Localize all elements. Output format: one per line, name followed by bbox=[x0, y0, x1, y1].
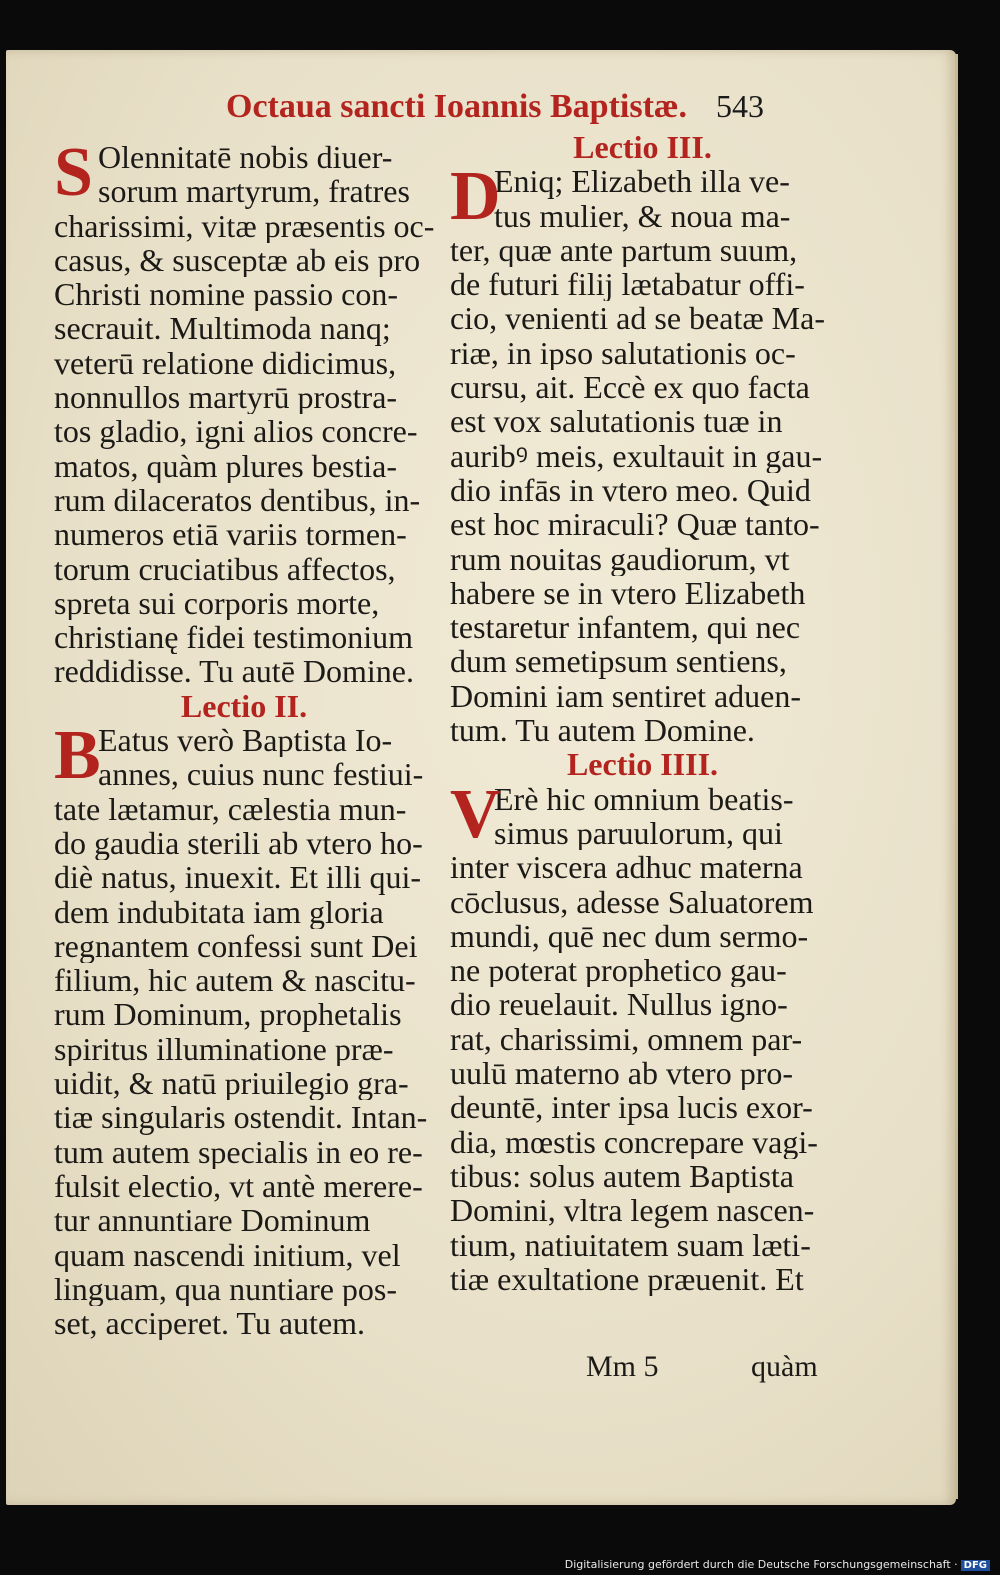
text-line: uulū materno ab vtero pro- bbox=[450, 1056, 793, 1091]
page-number: 543 bbox=[716, 88, 764, 124]
text-line: secrauit. Multimoda nanq; bbox=[54, 311, 391, 346]
text-line: spreta sui corporis morte, bbox=[54, 585, 380, 621]
text-line: tus mulier, & noua ma- bbox=[494, 198, 791, 233]
text-line: tum autem specialis in eo re- bbox=[54, 1134, 423, 1169]
text-line: charissimi, vitæ præsentis oc- bbox=[54, 208, 434, 243]
text-line: torum cruciatibus affectos, bbox=[54, 551, 396, 586]
running-head: Octaua sancti Ioannis Baptistæ. bbox=[226, 88, 687, 125]
text-line: reddidisse. Tu autē Domine. bbox=[54, 654, 414, 689]
text-line: simus paruulorum, qui bbox=[494, 815, 783, 851]
right-column bbox=[450, 130, 835, 1296]
text-line: tium, natiuitatem suam læti- bbox=[450, 1227, 811, 1262]
catchword: quàm bbox=[751, 1350, 818, 1383]
text-line: christianę fidei testimonium bbox=[54, 620, 414, 655]
text-line: rat, charissimi, omnem par- bbox=[450, 1021, 803, 1057]
text-line: diè natus, inuexit. Et illi qui- bbox=[54, 860, 422, 895]
text-line: cursu, ait. Eccè ex quo facta bbox=[450, 370, 810, 405]
text-line: set, acciperet. Tu autem. bbox=[54, 1306, 366, 1341]
drop-cap-d: D bbox=[450, 158, 501, 236]
text-line: cōclusus, adesse Saluatorem bbox=[450, 884, 814, 919]
lectio-heading: Lectio II. bbox=[180, 687, 308, 724]
credit-text: Digitalisierung gefördert durch die Deutsche Forschungsgemeinschaft · bbox=[564, 1558, 958, 1571]
text-line: tum. Tu autem Domine. bbox=[450, 713, 755, 748]
lectio-heading: Lectio III. bbox=[573, 129, 712, 165]
text-line: Eatus verò Baptista Io- bbox=[98, 723, 393, 758]
text-line: Domini, vltra legem nascen- bbox=[450, 1193, 815, 1228]
digitization-credit bbox=[565, 1558, 990, 1571]
text-line: tiæ exultatione præuenit. Et bbox=[450, 1261, 804, 1297]
text-line: matos, quàm plures bestia- bbox=[54, 448, 398, 483]
left-column bbox=[54, 134, 434, 1341]
text-line: tibus: solus autem Baptista bbox=[450, 1158, 794, 1194]
text-line: dio reuelauit. Nullus igno- bbox=[450, 987, 788, 1022]
drop-cap-b: B bbox=[54, 717, 101, 795]
text-line: Eniq; Elizabeth illa ve- bbox=[494, 164, 790, 199]
text-line: Erè hic omnium beatis- bbox=[494, 781, 794, 816]
text-line: dio infās in vtero meo. Quid bbox=[450, 472, 811, 508]
text-line: mundi, quē nec dum sermo- bbox=[450, 918, 809, 954]
page-edge bbox=[955, 54, 958, 1499]
text-line: rum nouitas gaudiorum, vt bbox=[450, 541, 790, 576]
text-line: fulsit electio, vt antè merere- bbox=[54, 1168, 423, 1204]
text-line: testaretur infantem, qui nec bbox=[450, 610, 801, 645]
text-line: casus, & susceptæ ab eis pro bbox=[54, 242, 421, 278]
text-line: est vox salutationis tuæ in bbox=[450, 404, 783, 439]
text-line: de futuri filij lætabatur offi- bbox=[450, 267, 805, 302]
text-line: ne poterat prophetico gau- bbox=[450, 953, 787, 988]
text-line: sorum martyrum, fratres bbox=[98, 174, 410, 209]
lectio-1-block bbox=[54, 134, 434, 689]
text-line: cio, venienti ad se beatæ Ma- bbox=[450, 301, 825, 336]
lectio-2-block bbox=[54, 717, 434, 1341]
text-line: annes, cuius nunc festiui- bbox=[98, 757, 424, 792]
text-line: deuntē, inter ipsa lucis exor- bbox=[450, 1090, 813, 1125]
drop-cap-s: S bbox=[54, 134, 93, 211]
text-line: spiritus illuminatione præ- bbox=[54, 1031, 394, 1067]
text-line: tos gladio, igni alios concre- bbox=[54, 414, 418, 449]
text-line: filium, hic autem & nascitu- bbox=[54, 963, 416, 998]
text-line: linguam, qua nuntiare pos- bbox=[54, 1271, 398, 1307]
text-line: rum dilaceratos dentibus, in- bbox=[54, 482, 421, 518]
text-line: Christi nomine passio con- bbox=[54, 277, 398, 312]
text-line: numeros etiā variis tormen- bbox=[54, 517, 407, 552]
book-page bbox=[6, 50, 956, 1505]
text-line: inter viscera adhuc materna bbox=[450, 850, 803, 885]
text-line: veterū relatione didicimus, bbox=[54, 345, 397, 381]
lectio-heading: Lectio IIII. bbox=[566, 746, 719, 783]
signature-mark: Mm 5 bbox=[586, 1350, 659, 1383]
text-line: dia, mœstis concrepare vagi- bbox=[450, 1124, 818, 1159]
drop-cap-v: V bbox=[450, 775, 501, 853]
text-line: habere se in vtero Elizabeth bbox=[450, 575, 806, 611]
text-line: quam nascendi initium, vel bbox=[54, 1237, 401, 1272]
text-line: auribꝰ meis, exultauit in gau- bbox=[450, 438, 823, 473]
text-line: ter, quæ ante partum suum, bbox=[450, 232, 798, 268]
text-line: tiæ singularis ostendit. Intan- bbox=[54, 1100, 428, 1135]
text-line: Olennitatē nobis diuer- bbox=[98, 140, 393, 175]
text-line: uidit, & natū priuilegio gra- bbox=[54, 1066, 409, 1101]
text-line: dum semetipsum sentiens, bbox=[450, 644, 787, 679]
text-line: riæ, in ipso salutationis oc- bbox=[450, 335, 796, 371]
lectio-3-block bbox=[450, 158, 835, 748]
text-line: nonnullos martyrū prostra- bbox=[54, 380, 398, 415]
dfg-logo: DFG bbox=[961, 1560, 990, 1571]
text-line: dem indubitata iam gloria bbox=[54, 894, 384, 929]
text-line: regnantem confessi sunt Dei bbox=[54, 928, 418, 964]
lectio-4-block bbox=[450, 775, 835, 1297]
text-line: tur annuntiare Dominum bbox=[54, 1203, 371, 1238]
text-line: do gaudia sterili ab vtero ho- bbox=[54, 825, 423, 861]
text-line: tate lætamur, cælestia mun- bbox=[54, 791, 407, 826]
text-line: Domini iam sentiret aduen- bbox=[450, 678, 802, 714]
text-line: est hoc miraculi? Quæ tanto- bbox=[450, 507, 820, 542]
text-line: rum Dominum, prophetalis bbox=[54, 997, 402, 1032]
